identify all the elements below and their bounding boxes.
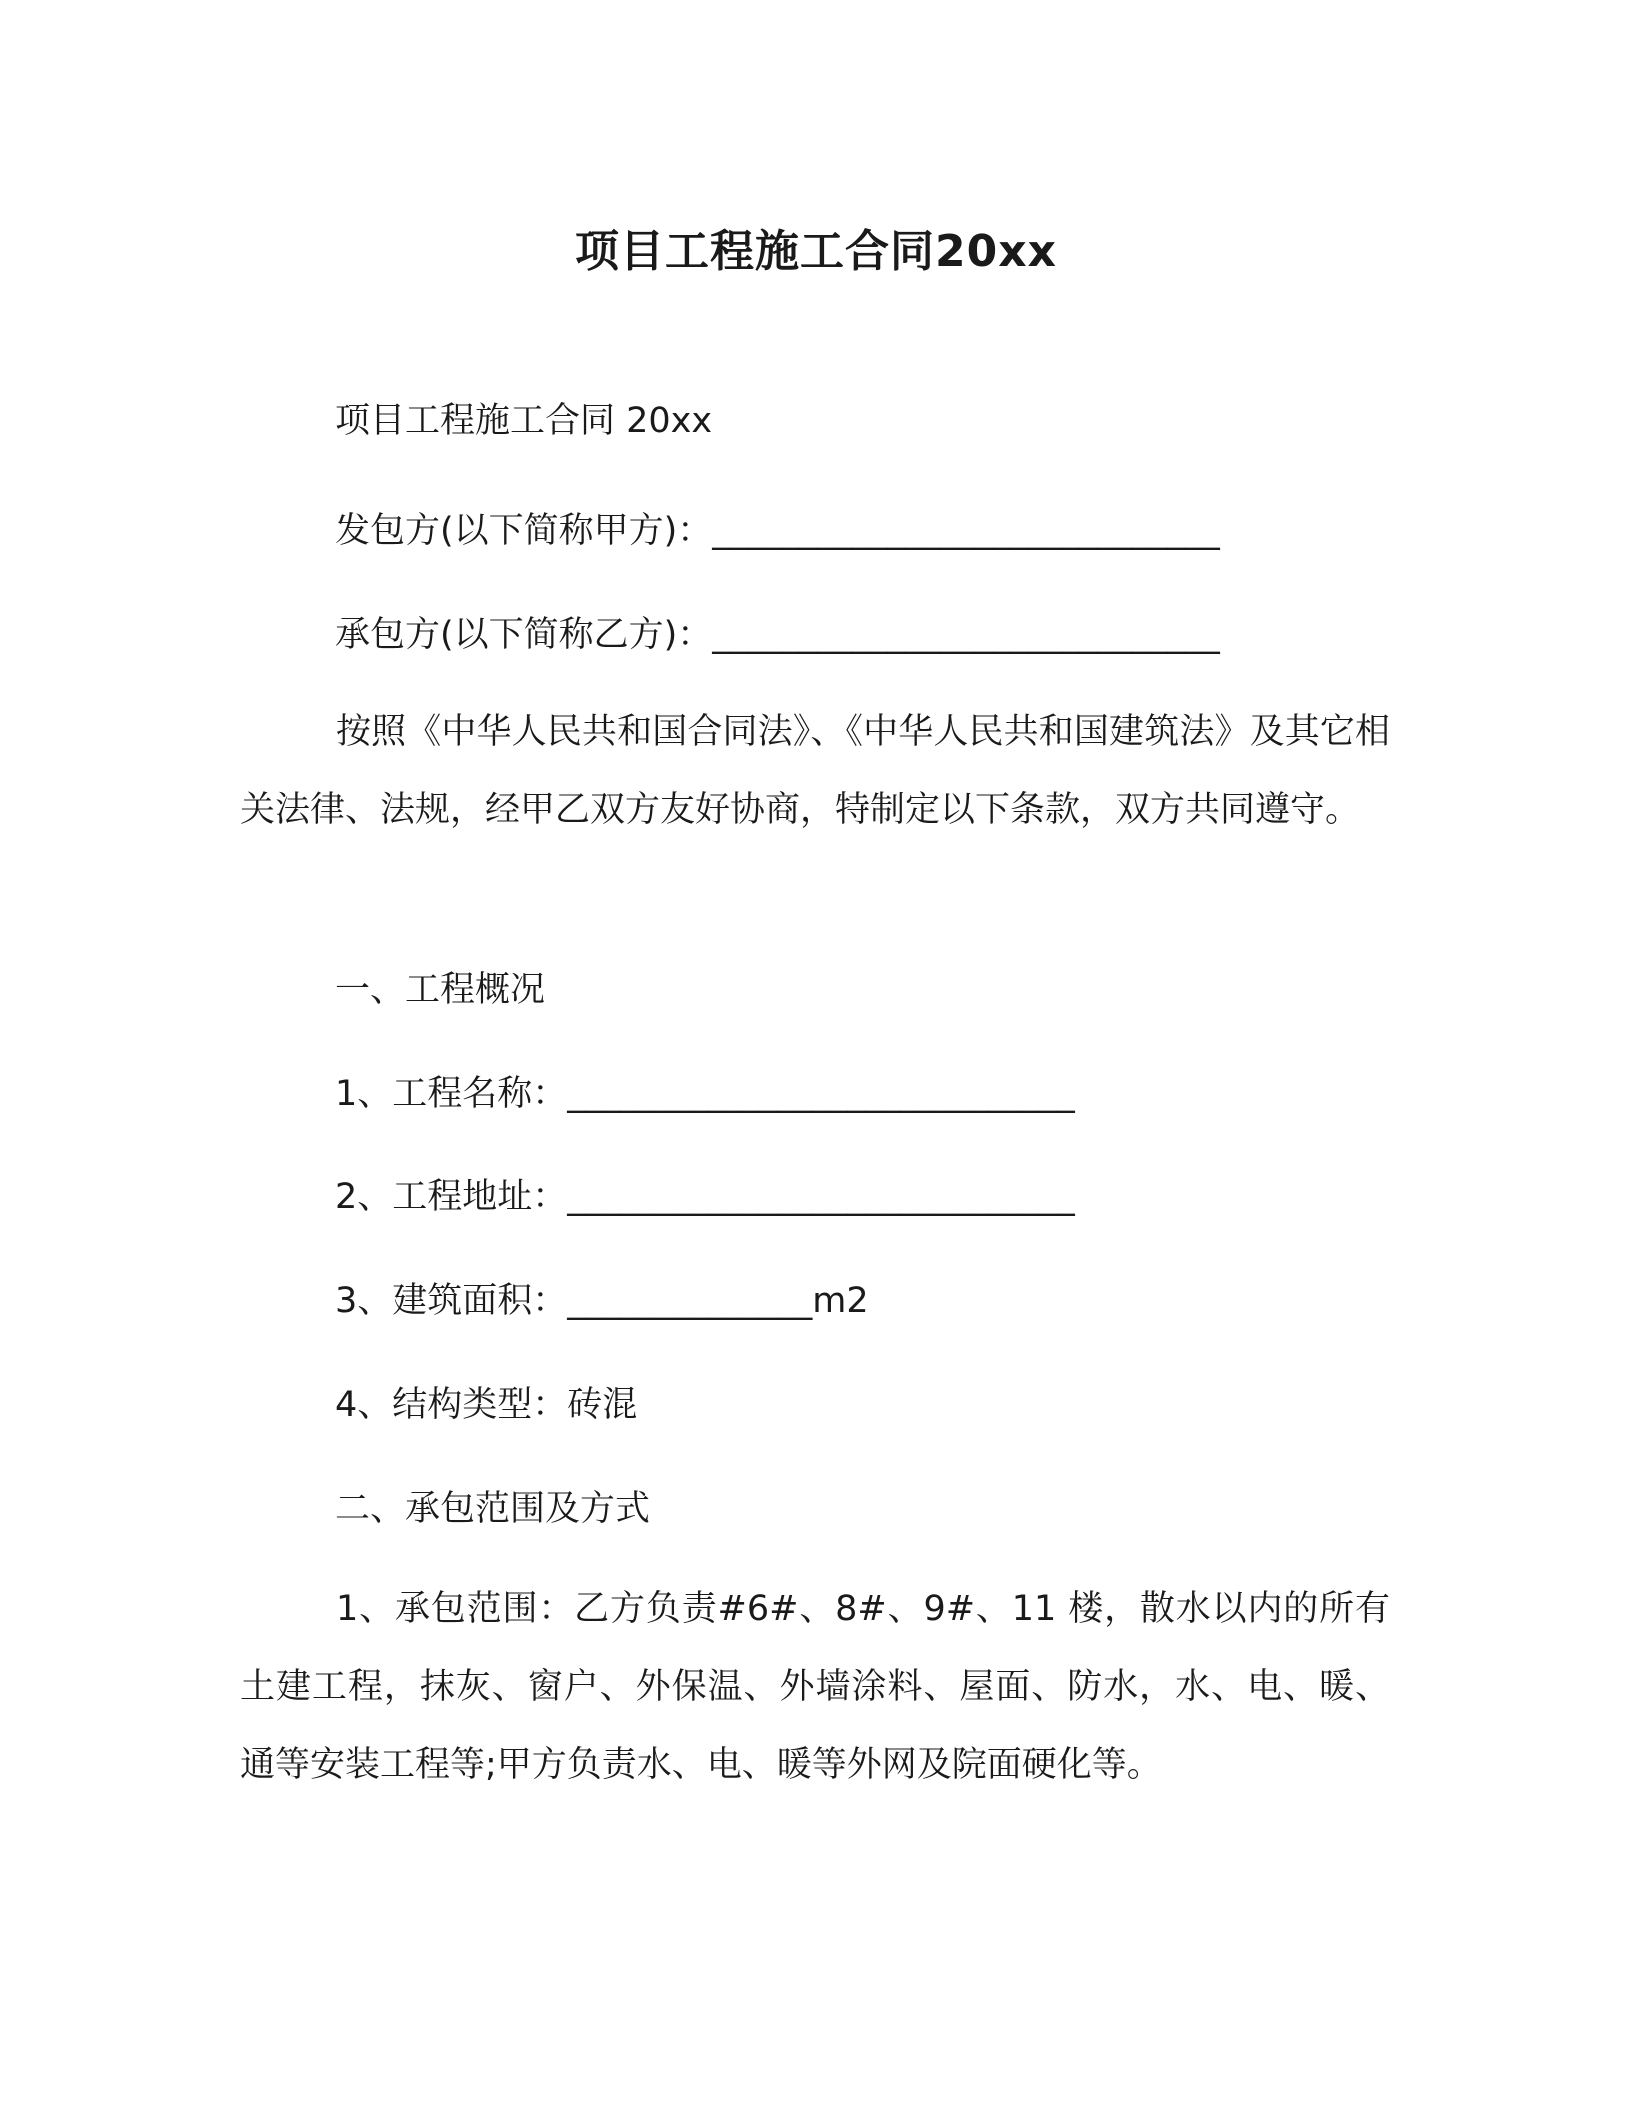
party-a-line: 发包方(以下简称甲方)：_____________________________ bbox=[335, 511, 1220, 551]
building-area-line: 3、建筑面积：______________m2 bbox=[335, 1281, 869, 1321]
party-b-line: 承包方(以下简称乙方)：_____________________________ bbox=[335, 615, 1220, 655]
scope-paragraph: 1、承包范围：乙方负责#6#、8#、9#、11 楼，散水以内的所有土建工程，抹灰、窗户、外保温、外墙涂料、屋面、防水，水、电、暖、通等安装工程等;甲方负责水、电、暖等外网及院面硬化等。 bbox=[240, 1589, 1390, 1785]
document-subtitle: 项目工程施工合同 20xx bbox=[335, 401, 713, 441]
structure-type-line: 4、结构类型：砖混 bbox=[335, 1385, 638, 1425]
project-address-line: 2、工程地址：_____________________________ bbox=[335, 1177, 1075, 1217]
project-name-line: 1、工程名称：_____________________________ bbox=[335, 1074, 1075, 1114]
document-title: 项目工程施工合同20xx bbox=[575, 226, 1057, 277]
section-2-heading: 二、承包范围及方式 bbox=[335, 1489, 651, 1529]
section-1-heading: 一、工程概况 bbox=[335, 970, 546, 1010]
preamble-paragraph: 按照《中华人民共和国合同法》、《中华人民共和国建筑法》及其它相关法律、法规，经甲乙双方友好协商，特制定以下条款，双方共同遵守。 bbox=[240, 712, 1390, 830]
